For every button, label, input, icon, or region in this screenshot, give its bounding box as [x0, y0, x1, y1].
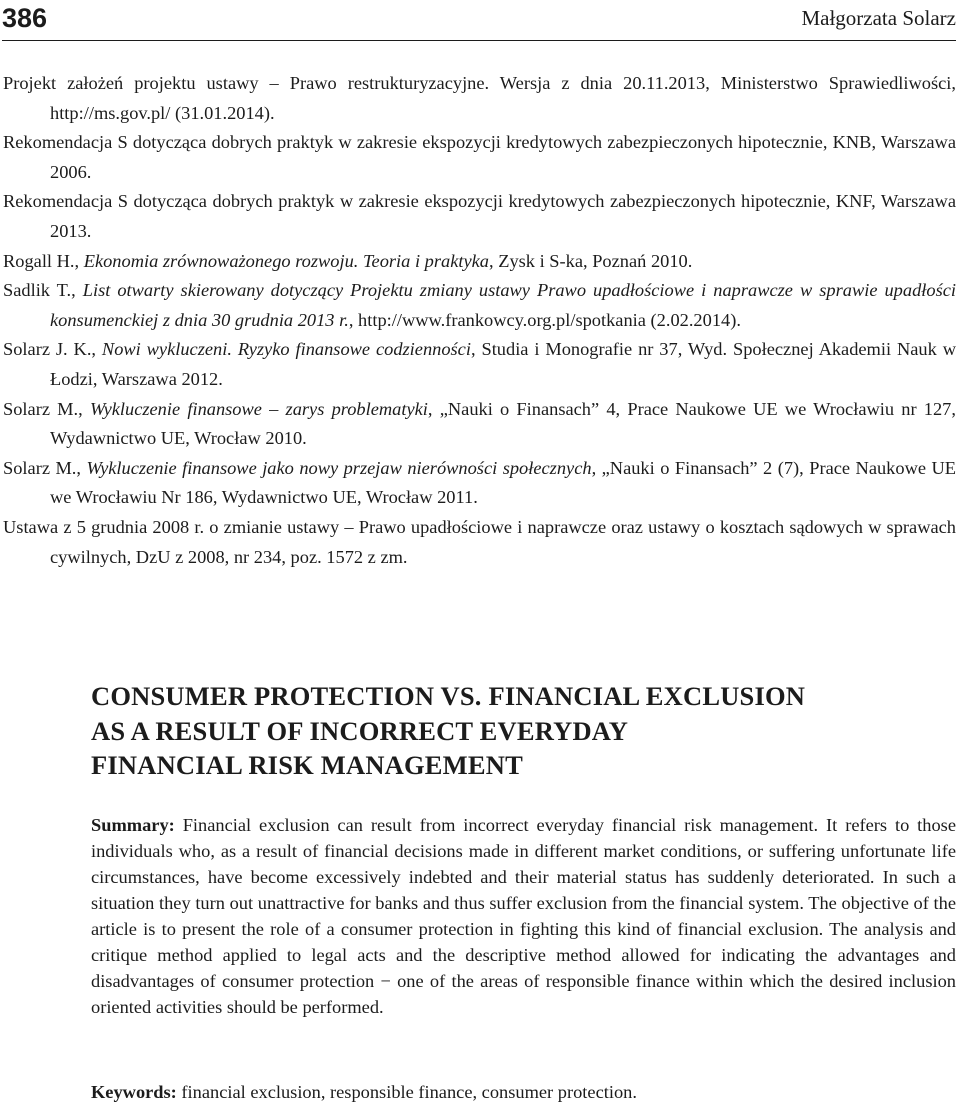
keywords-text: financial exclusion, responsible finance, consumer protection.	[176, 1082, 637, 1102]
keywords-label: Keywords:	[91, 1082, 177, 1102]
summary-text: Financial exclusion can result from incorrect everyday financial risk management. It refers to those individuals who, as a result of financial decisions made in different market conditions, or suffering unfortunate life circumstances, have become excessively indebted and their material status has suddenly deteriorated. In such a situation they turn out unattractive for banks and thus suffer exclusion from the financial system. The objective of the article is to present the role of a consumer protection in fighting this kind of financial exclusion. The analysis and critique method applied to legal acts and the descriptive method allowed for indicating the advantages and disadvantages of consumer protection − one of the areas of responsible finance within which the desired inclusion oriented activities should be performed.	[91, 815, 956, 1017]
bibliography-entry: Solarz M., Wykluczenie finansowe – zarys problematyki, „Nauki o Finansach” 4, Prace Naukowe UE we Wrocławiu nr 127, Wydawnictwo UE, Wrocław 2010.	[3, 398, 956, 449]
page-header	[2, 0, 956, 36]
bibliography-entry: Projekt założeń projektu ustawy – Prawo restrukturyzacyjne. Wersja z dnia 20.11.2013, Ministerstwo Sprawiedliwości, http://ms.gov.pl/ (31.01.2014).	[3, 73, 956, 123]
bibliography-entry: Rogall H., Ekonomia zrównoważonego rozwoju. Teoria i praktyka, Zysk i S-ka, Poznań 2010.	[3, 250, 693, 271]
bibliography-entry: Rekomendacja S dotycząca dobrych praktyk w zakresie ekspozycji kredytowych zabezpieczonych hipotecznie, KNB, Warszawa 2006.	[3, 132, 956, 182]
running-head-author: Małgorzata Solarz	[801, 6, 956, 30]
header-rule	[2, 40, 956, 41]
article-title	[91, 679, 956, 783]
bibliography-entry: Solarz J. K., Nowi wykluczeni. Ryzyko finansowe codzienności, Studia i Monografie nr 37, Wyd. Społecznej Akademii Nauk w Łodzi, Warszawa 2012.	[3, 339, 956, 389]
title-line: CONSUMER PROTECTION VS. FINANCIAL EXCLUSION	[91, 681, 806, 711]
summary-paragraph	[91, 812, 956, 1020]
bibliography-entry: Solarz M., Wykluczenie finansowe jako nowy przejaw nierówności społecznych, „Nauki o Finansach” 2 (7), Prace Naukowe UE we Wrocławiu Nr 186, Wydawnictwo UE, Wrocław 2011.	[3, 457, 956, 508]
bibliography-entry: Rekomendacja S dotycząca dobrych praktyk w zakresie ekspozycji kredytowych zabezpieczonych hipotecznie, KNF, Warszawa 2013.	[3, 191, 956, 241]
bibliography-entry: Sadlik T., List otwarty skierowany dotyczący Projektu zmiany ustawy Prawo upadłościowe i naprawcze w sprawie upadłości konsumenckiej z dnia 30 grudnia 2013 r., http://www.frankowcy.org.pl/spotkania (2.02.2014).	[3, 280, 956, 330]
summary-label: Summary:	[91, 815, 175, 835]
keywords-paragraph	[91, 1079, 956, 1105]
title-line: AS A RESULT OF INCORRECT EVERYDAY	[91, 715, 629, 746]
title-line: FINANCIAL RISK MANAGEMENT	[91, 750, 523, 780]
bibliography-entry: Ustawa z 5 grudnia 2008 r. o zmianie ustawy – Prawo upadłościowe i naprawcze oraz ustawy o kosztach sądowych w sprawach cywilnych, DzU z 2008, nr 234, poz. 1572 z zm.	[3, 516, 956, 567]
page-number: 386	[2, 3, 48, 33]
bibliography-list	[3, 69, 956, 572]
